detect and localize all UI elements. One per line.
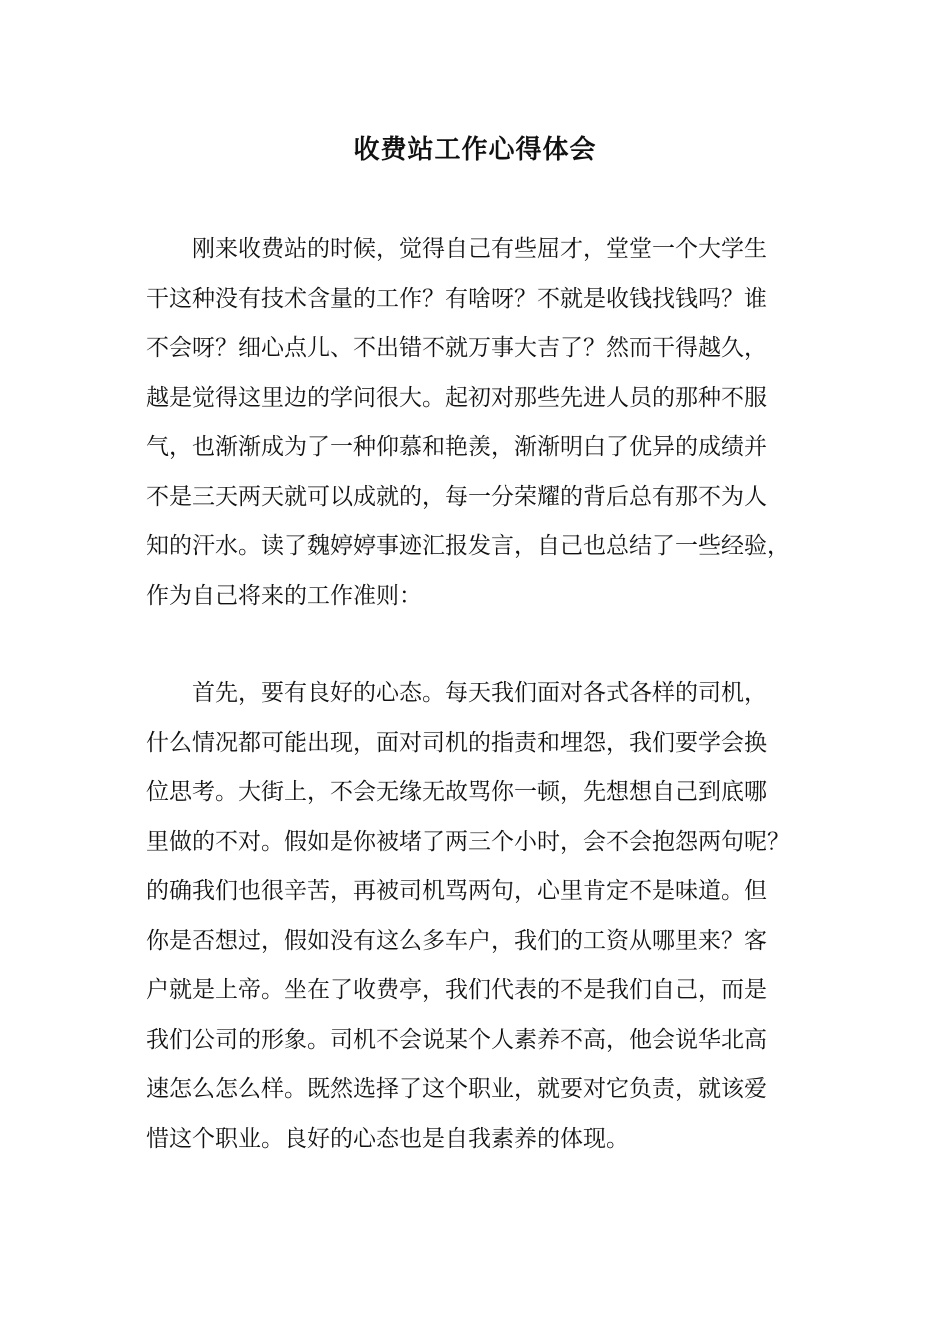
paragraph-text xyxy=(146,669,836,1164)
text-line: 知的汗水。读了魏婷婷事迹汇报发言，自己也总结了一些经验， xyxy=(146,533,790,559)
text-line: 速怎么怎么样。既然选择了这个职业，就要对它负责，就该爱 xyxy=(146,1076,767,1102)
text-line: 里做的不对。假如是你被堵了两三个小时，会不会抱怨两句呢？ xyxy=(146,828,790,855)
paragraph-text xyxy=(146,225,836,621)
text-line: 你是否想过，假如没有这么多车户，我们的工资从哪里来？客 xyxy=(146,927,767,954)
text-line: 越是觉得这里边的学问很大。起初对那些先进人员的那种不服 xyxy=(146,384,767,411)
text-line: 位思考。大街上，不会无缘无故骂你一顿，先想想自己到底哪 xyxy=(146,779,767,805)
text-line: 刚来收费站的时候，觉得自己有些屈才，堂堂一个大学生 xyxy=(192,236,767,262)
text-line: 户就是上帝。坐在了收费亭，我们代表的不是我们自己，而是 xyxy=(146,977,767,1003)
text-line: 不是三天两天就可以成就的，每一分荣耀的背后总有那不为人 xyxy=(146,483,767,510)
text-line: 惜这个职业。良好的心态也是自我素养的体现。 xyxy=(146,1125,629,1152)
text-line: 什么情况都可能出现，面对司机的指责和埋怨，我们要学会换 xyxy=(146,729,767,756)
text-line: 作为自己将来的工作准则： xyxy=(146,582,422,609)
text-line: 首先，要有良好的心态。每天我们面对各式各样的司机， xyxy=(192,680,767,706)
text-line: 我们公司的形象。司机不会说某个人素养不高，他会说华北高 xyxy=(146,1026,767,1053)
paragraph-2 xyxy=(146,669,836,1164)
document-title: 收费站工作心得体会 xyxy=(353,135,597,165)
text-line: 不会呀？细心点儿、不出错不就万事大吉了？然而干得越久， xyxy=(146,335,767,361)
text-line: 气，也渐渐成为了一种仰慕和艳羡，渐渐明白了优异的成绩并 xyxy=(146,434,767,460)
paragraph-1 xyxy=(146,225,836,621)
text-line: 的确我们也很辛苦，再被司机骂两句，心里肯定不是味道。但 xyxy=(146,878,767,904)
text-line: 干这种没有技术含量的工作？有啥呀？不就是收钱找钱吗？谁 xyxy=(146,285,767,312)
